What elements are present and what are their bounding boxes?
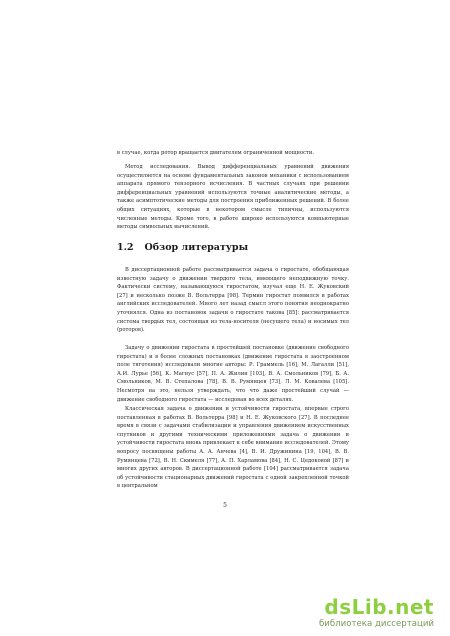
paragraph-continuation: в случае, когда ротор вращается двигателем ограниченной мощности.	[117, 150, 315, 156]
section-heading	[117, 242, 248, 253]
paragraph-review-2: Задачу о движении гиростата в простейшей постановке (движение свободного гиростата) и в более сложных постановках (движение гиростата в заостроенном поле тяготения) исследовали многие авторы: Р. Граммель [16], М. Лагалли [51], А.И. Лурье [56], К. Магнус [57], П. А. Жилин [103], В. А. Смольников [79], Б. А. Смольников, М. В. Степалова [78], В. В. Румянцев [73], Л. М. Ковалева [105]. Несмотря на это, нельзя утверждать, что что даже простейший случай — движение свободного гиростата — исследован во всех деталях.	[117, 345, 349, 403]
section-title: Обзор литературы	[144, 242, 249, 253]
paragraph-review-3: Классическая задача о движении и устойчивости гиростата, впервые строго поставленная в работах В. Вольтерра [98] и Н. Е. Жуковского [27]. В последнее время в связи с задачами стабилизации и управления движением искусственных спутников и другими техническими приложениями задача о движении и устойчивости гиростата вновь привлекает к себе внимание исследователей. Этому вопросу посвящены работы А. А. Анчева [4], В. И. Дружинина [19, 104], В. В. Румянцева [72], В. Н. Скимеля [77], А. П. Харламова [84], Н. С. Цедоковой [87] и многих других авторов. В диссертационной работе [104] рассматривается задача об устойчивости стационарных движений гиростата с одной закрепленной точкой в центральном	[117, 406, 349, 490]
page-number: 5	[223, 502, 227, 509]
watermark-subtitle: библиотека диссертаций	[318, 619, 434, 629]
paragraph-method: Метод исследования. Вывод дифференциальных уравнений движения осуществляется на основе фундаментальных законов механики с использованием аппарата прямого тензорного исчисления. В частных случаях при решении дифференциальных уравнений используются точные аналитические методы, а также асимптотические методы для построения приближенных решений. В более общих ситуациях, которые в некотором смысле типичны, используются численные методы. Кроме того, в работе широко используются компьютерные методы символьных вычислений.	[117, 164, 349, 231]
paragraph-review-1: В диссертационной работе рассматривается задача о гиростате, обобщающая известную задачу о движении твердого тела, имеющего неподвижную точку. Фактически систему, называющуюся гиростатом, изучал еще Н. Е. Жуковский [27] и несколько позже В. Вольтерра [98]. Термин гиростат появился в работах английских исследователей. Много лет назад смысл этого понятия неоднократно уточнялся. Одна из постановок задачи о гиростате такова [85]: рассматривается система твердых тел, состоящая из тела-носителя (несущего тела) и носимых тел (роторов).	[117, 267, 349, 334]
watermark	[304, 597, 434, 629]
section-number: 1.2	[117, 242, 134, 253]
watermark-logo: dsLib.net	[324, 595, 434, 619]
